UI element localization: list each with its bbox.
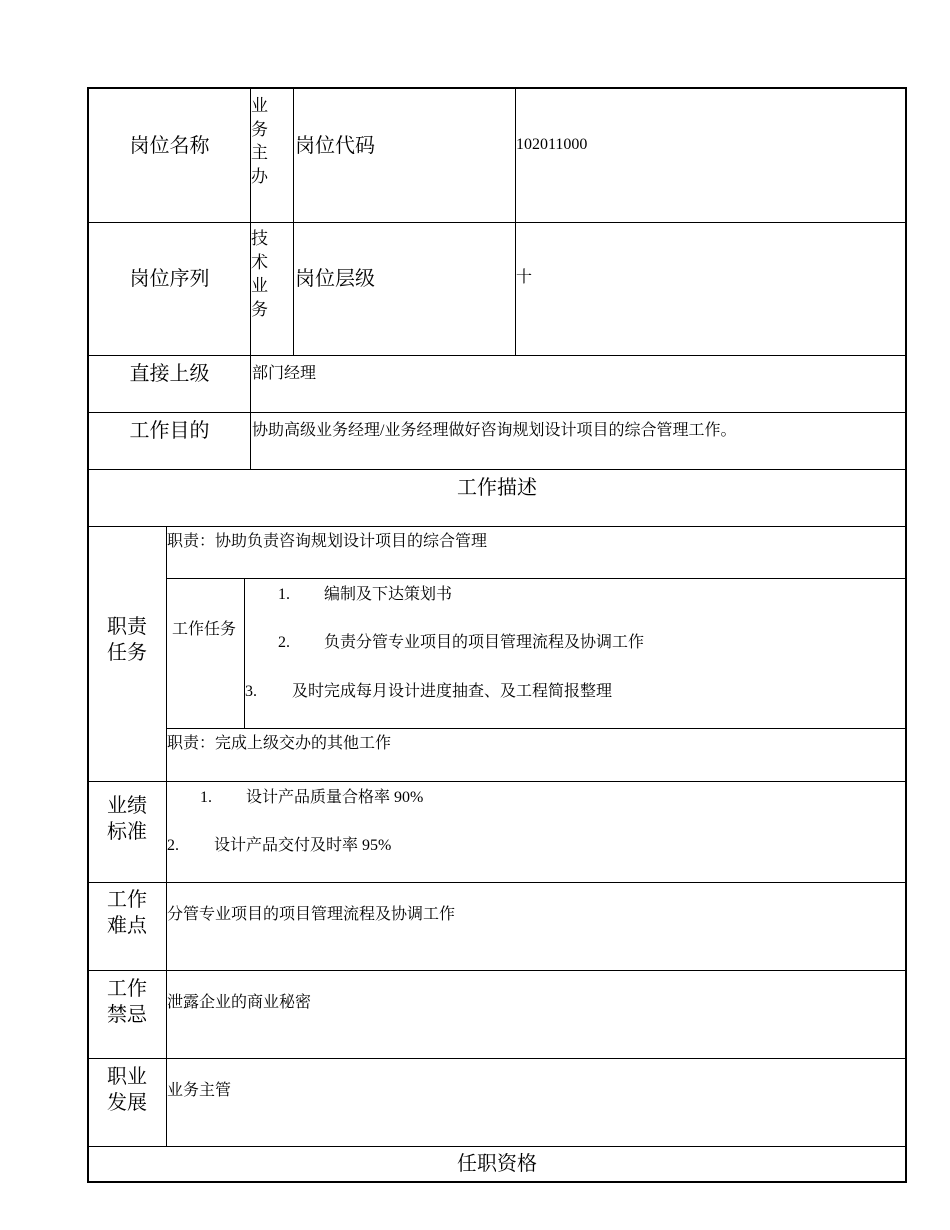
supervisor-label: 直接上级 [129,363,210,385]
col-divider [293,87,294,356]
task-2-number: 2. [278,634,290,651]
performance-1-number: 1. [200,789,212,806]
task-3-number: 3. [245,683,257,700]
row-divider [87,355,907,356]
career-label: 职业发展 [107,1066,147,1114]
performance-label: 业绩标准 [107,795,147,843]
supervisor-value: 部门经理 [252,365,317,382]
col-divider [515,87,516,356]
row-divider [166,578,907,579]
performance-1-text: 设计产品质量合格率 90% [246,789,424,806]
table-border-left [87,87,89,1183]
row-divider [87,469,907,470]
performance-2-text: 设计产品交付及时率 95% [214,837,392,854]
row-divider [166,728,907,729]
position-level-value: 十 [516,269,533,286]
row-divider [87,1146,907,1147]
task-1-number: 1. [278,586,290,603]
tasks-label: 工作任务 [172,621,237,638]
position-name-label: 岗位名称 [129,135,210,157]
taboo-value: 泄露企业的商业秘密 [167,994,312,1011]
position-code-value: 102011000 [516,136,588,153]
career-value: 业务主管 [167,1082,232,1099]
col-divider [244,578,245,729]
row-divider [87,222,907,223]
duty-2: 职责：完成上级交办的其他工作 [167,735,392,752]
table-border-bottom [87,1181,907,1183]
position-level-label: 岗位层级 [295,268,375,290]
purpose-value: 协助高级业务经理/业务经理做好咨询规划设计项目的综合管理工作。 [252,422,737,439]
row-divider [87,526,907,527]
table-border-right [905,87,907,1183]
duty-1: 职责：协助负责咨询规划设计项目的综合管理 [167,533,488,550]
table-border-top [87,87,907,89]
duties-label: 职责任务 [107,616,147,664]
row-divider [87,1058,907,1059]
position-name-value: 业务主办 [251,96,268,186]
difficulty-label: 工作难点 [107,889,147,937]
difficulty-value: 分管专业项目的项目管理流程及协调工作 [167,906,456,923]
task-1-text: 编制及下达策划书 [324,586,453,603]
row-divider [87,412,907,413]
qualification-title: 任职资格 [457,1153,537,1175]
position-series-value: 技术业务 [251,229,268,319]
position-series-label: 岗位序列 [129,268,210,290]
position-code-label: 岗位代码 [295,135,375,157]
purpose-label: 工作目的 [129,420,210,442]
work-description-title: 工作描述 [457,477,537,499]
taboo-label: 工作禁忌 [107,978,147,1026]
task-3-text: 及时完成每月设计进度抽查、及工程简报整理 [292,683,613,700]
row-divider [87,882,907,883]
task-2-text: 负责分管专业项目的项目管理流程及协调工作 [324,634,645,651]
row-divider [87,781,907,782]
row-divider [87,970,907,971]
performance-2-number: 2. [167,837,179,854]
